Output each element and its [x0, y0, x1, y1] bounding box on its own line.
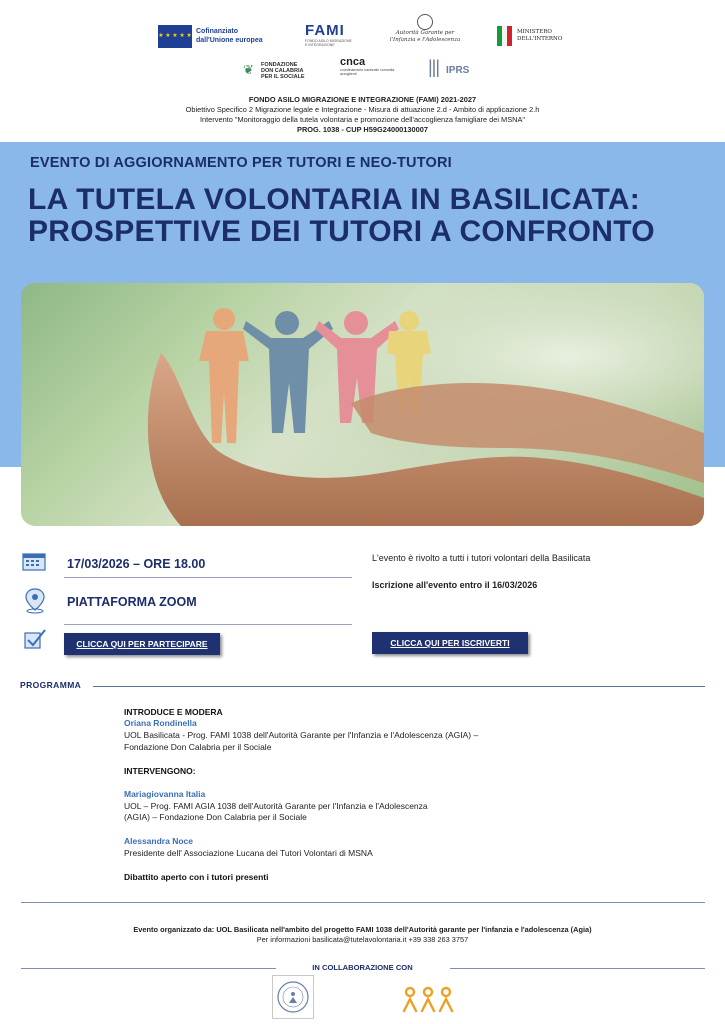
- event-platform: PIATTAFORMA ZOOM: [67, 595, 197, 609]
- association-seal-logo: [272, 975, 314, 1019]
- eu-flag-logo: [158, 25, 192, 48]
- speaker1-desc-2: (AGIA) – Fondazione Don Calabria per il Sociale: [124, 812, 307, 822]
- closing-debate: Dibattito aperto con i tutori presenti: [124, 872, 269, 882]
- registration-deadline: Iscrizione all'evento entro il 16/03/2026: [372, 580, 538, 590]
- title-line-1: LA TUTELA VOLONTARIA IN BASILICATA:: [28, 183, 641, 216]
- fami-logo: [305, 22, 353, 48]
- checkbox-check-icon: [24, 628, 46, 650]
- speaker1-desc-1: UOL – Prog. FAMI AGIA 1038 dell'Autorità Garante per l'Infanzia e l'Adolescenza: [124, 801, 428, 811]
- don-calabria-logo-text: FONDAZIONE DON CALABRIA PER IL SOCIALE: [261, 62, 305, 80]
- contact-info: Per informazioni basilicata@tutelavolontaria.it +39 338 263 3757: [256, 935, 469, 944]
- intro-speaker-desc-1: UOL Basilicata - Prog. FAMI 1038 dell'Autorità Garante per l'Infanzia e l'Adolescenza (AGIA) –: [124, 730, 479, 740]
- footer-divider: [21, 902, 705, 903]
- divider: [64, 624, 352, 625]
- event-kicker: EVENTO DI AGGIORNAMENTO PER TUTORI E NEO-TUTORI: [30, 155, 452, 171]
- title-line-2: PROSPETTIVE DEI TUTORI A CONFRONTO: [28, 215, 655, 248]
- speaker2-name: Alessandra Noce: [124, 836, 193, 846]
- people-chain-logo: [400, 985, 456, 1015]
- intro-speaker-name: Oriana Rondinella: [124, 718, 197, 728]
- collaboration-label: IN COLLABORAZIONE CON: [312, 963, 413, 972]
- eu-logo-text: Cofinanziato dall'Unione europea: [196, 28, 263, 44]
- calendar-icon: [22, 551, 46, 571]
- intro-heading: INTRODUCE E MODERA: [124, 707, 223, 717]
- republic-emblem-icon: [417, 14, 433, 30]
- speaker2-desc: Presidente dell' Associazione Lucana dei Tutori Volontari di MSNA: [124, 848, 373, 858]
- columns-icon: |||: [428, 57, 440, 77]
- hero-image-hands-paper-people: [21, 283, 704, 526]
- programma-divider: [93, 686, 705, 687]
- page-title: [28, 184, 655, 248]
- fami-logo-subtitle: FONDO ASILO MIGRAZIONE E INTEGRAZIONE: [305, 39, 352, 47]
- hands-holding-paper-figures-illustration: [21, 283, 704, 526]
- funding-objective: Obiettivo Specifico 2 Migrazione legale e Integrazione - Misura di attuazione 2.d - Ambito di applicazione 2.h: [185, 105, 540, 114]
- funding-cup: PROG. 1038 - CUP H59G24000130007: [297, 125, 428, 134]
- funding-intervention: Intervento "Monitoraggio della tutela volontaria e promozione dell'accoglienza famigliare dei MSNA": [199, 115, 526, 124]
- intro-speaker-desc-2: Fondazione Don Calabria per il Sociale: [124, 742, 272, 752]
- agia-logo-text: Autorità Garante per l'Infanzia e l'Adolescenza: [389, 30, 461, 43]
- programma-label: PROGRAMMA: [20, 680, 82, 690]
- location-pin-icon: [24, 588, 46, 614]
- ministero-interno-logo: [497, 26, 573, 48]
- iprs-logo-text: IPRS: [446, 65, 470, 76]
- collab-divider-right: [450, 968, 705, 969]
- event-datetime: 17/03/2026 – ORE 18.00: [67, 557, 206, 571]
- organized-label: Evento organizzato da:: [133, 925, 215, 934]
- organized-by: [80, 925, 645, 935]
- funding-title: FONDO ASILO MIGRAZIONE E INTEGRAZIONE (FAMI) 2021-2027: [248, 95, 477, 104]
- register-button[interactable]: CLICCA QUI PER ISCRIVERTI: [372, 632, 528, 654]
- fami-logo-text: FAMI: [305, 22, 345, 39]
- collab-divider-left: [21, 968, 276, 969]
- join-event-button[interactable]: CLICCA QUI PER PARTECIPARE: [64, 633, 220, 655]
- event-audience: L'evento è rivolto a tutti i tutori volontari della Basilicata: [372, 553, 591, 563]
- ministero-logo-text: MINISTERO DELL'INTERNO: [517, 29, 563, 42]
- italian-flag-icon: [497, 26, 512, 46]
- organized-text: UOL Basilicata nell'ambito del progetto FAMI 1038 dell'Autorità garante per l'infanzia e l'adolescenza (Agia): [216, 925, 592, 934]
- cnca-logo: [340, 56, 400, 84]
- eu-stars-icon: ★ ★ ★ ★ ★: [158, 33, 192, 39]
- cnca-logo-subtitle: coordinamento nazionale comunità accoglienti: [340, 68, 395, 76]
- agia-logo: [385, 14, 465, 50]
- tree-icon: ❦: [243, 62, 254, 77]
- speakers-heading: INTERVENGONO:: [124, 766, 196, 776]
- speaker1-name: Mariagiovanna Italia: [124, 789, 206, 799]
- iprs-logo: [428, 57, 480, 81]
- don-calabria-logo: [243, 60, 313, 84]
- divider: [64, 577, 352, 578]
- cnca-logo-text: cnca: [340, 56, 366, 68]
